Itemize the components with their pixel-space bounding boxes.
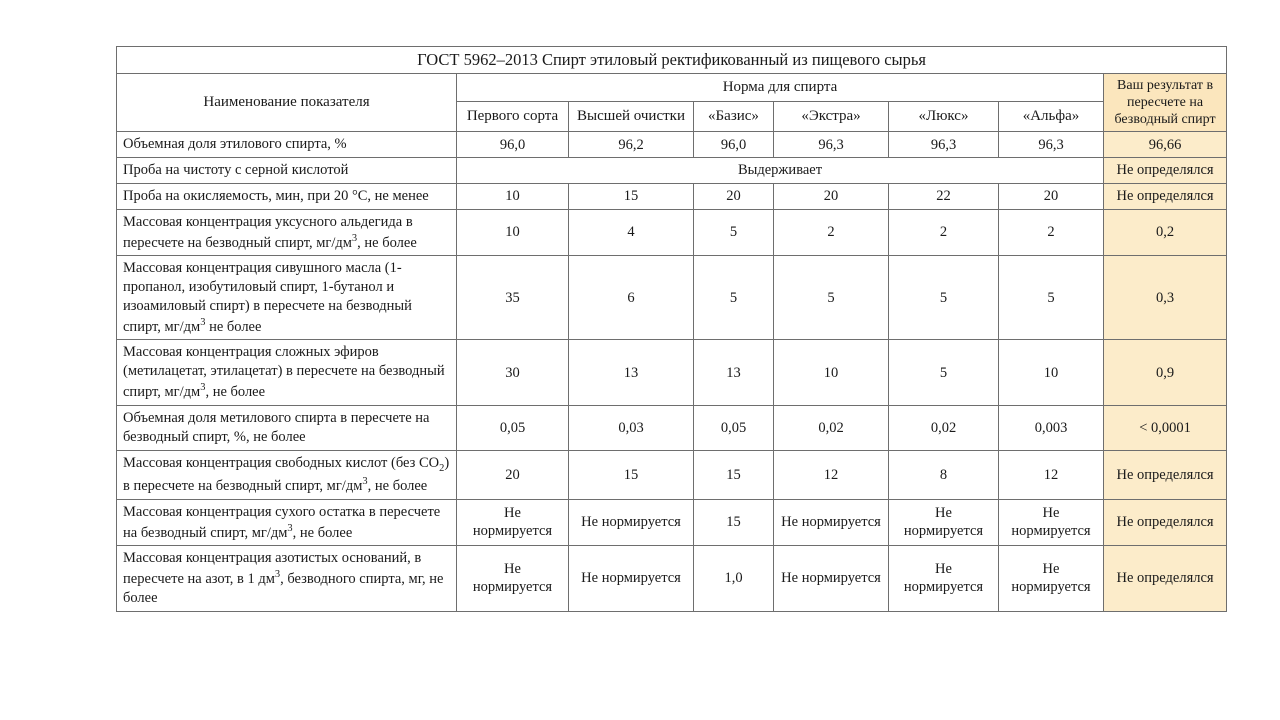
cell-value: 5: [889, 340, 999, 405]
row-indicator-name: Объемная доля этилового спирта, %: [117, 132, 457, 158]
cell-value: 0,05: [457, 405, 569, 450]
table-row: [117, 340, 1227, 405]
cell-value: 35: [457, 256, 569, 340]
cell-value: 2: [999, 209, 1104, 256]
cell-value: Не нормируется: [569, 546, 694, 611]
cell-value: 0,05: [694, 405, 774, 450]
column-header-grade-3: «Базис»: [694, 102, 774, 132]
column-header-indicator-name: Наименование показателя: [117, 74, 457, 132]
cell-value: 13: [569, 340, 694, 405]
column-header-grade-2: Высшей очистки: [569, 102, 694, 132]
table-row: [117, 209, 1227, 256]
cell-value: 20: [694, 183, 774, 209]
cell-your-result: Не определялся: [1104, 158, 1227, 184]
cell-value: 96,3: [774, 132, 889, 158]
cell-value: Не нормируется: [999, 546, 1104, 611]
cell-your-result: Не определялся: [1104, 183, 1227, 209]
cell-value: 20: [457, 450, 569, 499]
table-row: [117, 158, 1227, 184]
cell-value: 10: [457, 209, 569, 256]
cell-value: 20: [774, 183, 889, 209]
cell-value: 5: [774, 256, 889, 340]
cell-value: 2: [774, 209, 889, 256]
cell-your-result: Не определялся: [1104, 499, 1227, 546]
cell-value: 15: [694, 450, 774, 499]
cell-value: 12: [999, 450, 1104, 499]
row-indicator-name: Массовая концентрация сивушного масла (1-пропанол, изобутиловый спирт, 1-бутанол и изоамиловый спирт) в пересчете на безводный спирт, $мг/дм^3$ не более: [117, 256, 457, 340]
row-indicator-name: Массовая концентрация сухого остатка в пересчете на безводный спирт, $мг/дм^3$, не более: [117, 499, 457, 546]
norm-group-header-row: [117, 74, 1227, 102]
cell-value: 5: [999, 256, 1104, 340]
cell-value: Не нормируется: [889, 499, 999, 546]
cell-value: 1,0: [694, 546, 774, 611]
table-row: [117, 546, 1227, 611]
cell-your-result: Не определялся: [1104, 450, 1227, 499]
column-header-grade-4: «Экстра»: [774, 102, 889, 132]
row-indicator-name: Массовая концентрация свободных кислот (без $СО_2$) в пересчете на безводный спирт, $мг/дм^3$, не более: [117, 450, 457, 499]
cell-value: 15: [569, 450, 694, 499]
cell-value: 0,03: [569, 405, 694, 450]
row-indicator-name: Объемная доля метилового спирта в пересчете на безводный спирт, %, не более: [117, 405, 457, 450]
table-row: [117, 499, 1227, 546]
row-indicator-name: Массовая концентрация сложных эфиров (метилацетат, этилацетат) в пересчете на безводный спирт, $мг/дм^3$, не более: [117, 340, 457, 405]
cell-value: 30: [457, 340, 569, 405]
document-title: ГОСТ 5962–2013 Спирт этиловый ректификованный из пищевого сырья: [117, 47, 1227, 74]
cell-value: Не нормируется: [999, 499, 1104, 546]
column-group-header-norm: Норма для спирта: [457, 74, 1104, 102]
cell-your-result: < 0,0001: [1104, 405, 1227, 450]
column-header-grade-1: Первого сорта: [457, 102, 569, 132]
cell-value: 15: [569, 183, 694, 209]
table-row: [117, 132, 1227, 158]
cell-value: 96,0: [457, 132, 569, 158]
cell-value: 96,0: [694, 132, 774, 158]
column-header-your-result: Ваш результат в пересчете на безводный спирт: [1104, 74, 1227, 132]
cell-value: 15: [694, 499, 774, 546]
cell-value: 2: [889, 209, 999, 256]
column-header-grade-6: «Альфа»: [999, 102, 1104, 132]
table-row: [117, 405, 1227, 450]
cell-value: Не нормируется: [457, 546, 569, 611]
cell-value: 22: [889, 183, 999, 209]
cell-value: 8: [889, 450, 999, 499]
gost-specification-table: [116, 46, 1227, 612]
table-row: [117, 183, 1227, 209]
cell-your-result: 0,2: [1104, 209, 1227, 256]
cell-value: 10: [774, 340, 889, 405]
cell-value-merged: Выдерживает: [457, 158, 1104, 184]
cell-value: 6: [569, 256, 694, 340]
cell-value: Не нормируется: [774, 546, 889, 611]
cell-your-result: Не определялся: [1104, 546, 1227, 611]
cell-value: 12: [774, 450, 889, 499]
cell-your-result: 0,9: [1104, 340, 1227, 405]
table-title-row: [117, 47, 1227, 74]
cell-value: 0,02: [889, 405, 999, 450]
cell-value: Не нормируется: [774, 499, 889, 546]
cell-value: 13: [694, 340, 774, 405]
table-row: [117, 256, 1227, 340]
cell-value: 96,3: [889, 132, 999, 158]
cell-value: 4: [569, 209, 694, 256]
row-indicator-name: Массовая концентрация уксусного альдегида в пересчете на безводный спирт, $мг/дм^3$, не более: [117, 209, 457, 256]
cell-value: 0,003: [999, 405, 1104, 450]
cell-your-result: 96,66: [1104, 132, 1227, 158]
cell-value: 96,2: [569, 132, 694, 158]
table-row: [117, 450, 1227, 499]
cell-value: 20: [999, 183, 1104, 209]
cell-value: 5: [694, 209, 774, 256]
cell-value: 96,3: [999, 132, 1104, 158]
cell-value: 10: [999, 340, 1104, 405]
cell-value: Не нормируется: [569, 499, 694, 546]
cell-value: Не нормируется: [889, 546, 999, 611]
column-header-grade-5: «Люкс»: [889, 102, 999, 132]
cell-value: 5: [889, 256, 999, 340]
cell-value: Не нормируется: [457, 499, 569, 546]
document-sheet: [116, 46, 1216, 612]
cell-value: 0,02: [774, 405, 889, 450]
row-indicator-name: Массовая концентрация азотистых оснований, в пересчете на азот, в 1 $дм^3$, безводного спирта, мг, не более: [117, 546, 457, 611]
cell-your-result: 0,3: [1104, 256, 1227, 340]
row-indicator-name: Проба на чистоту с серной кислотой: [117, 158, 457, 184]
cell-value: 5: [694, 256, 774, 340]
row-indicator-name: Проба на окисляемость, мин, при 20 °С, не менее: [117, 183, 457, 209]
cell-value: 10: [457, 183, 569, 209]
